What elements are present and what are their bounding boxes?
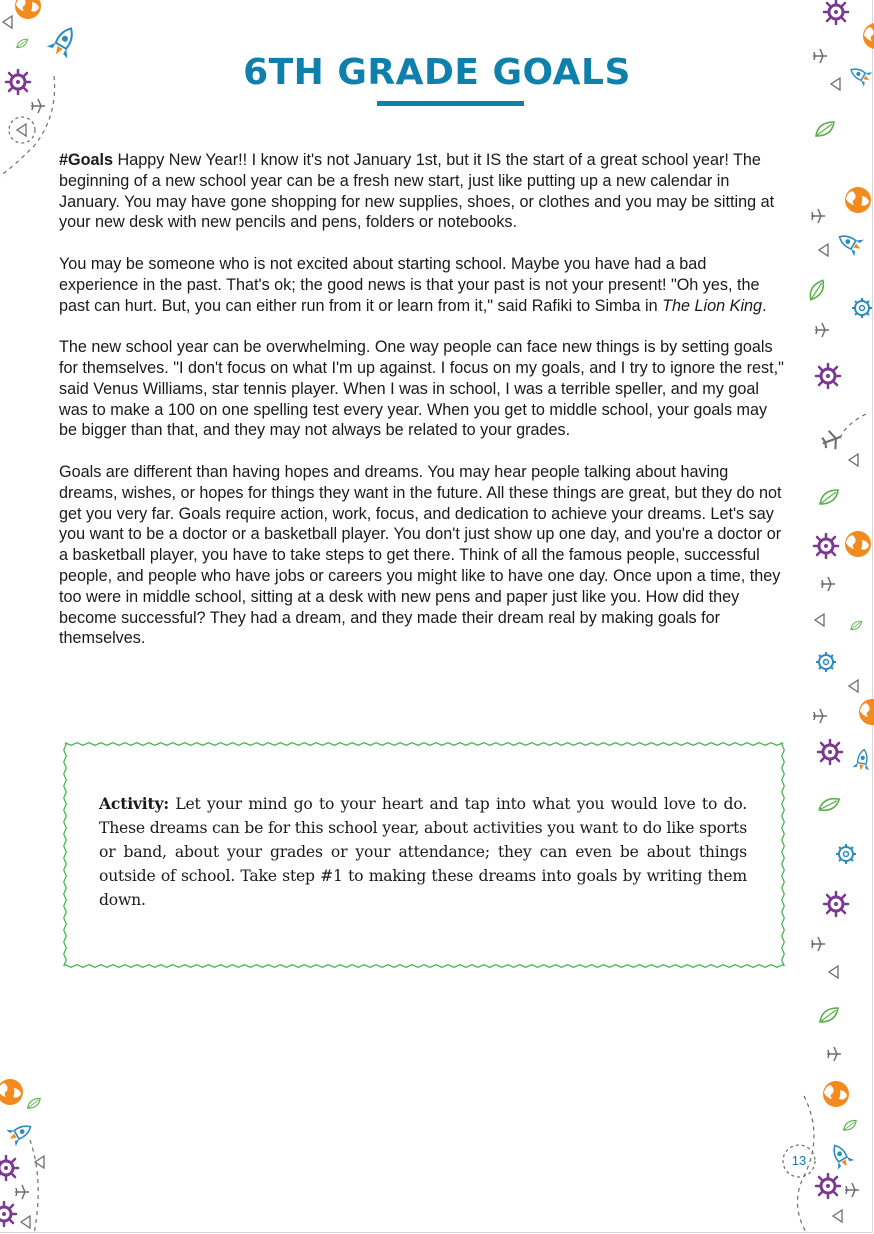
- activity-label: Activity:: [99, 794, 169, 813]
- page-title: 6TH GRADE GOALS: [243, 52, 631, 93]
- paragraph-3: The new school year can be overwhelming. One way people can face new things is by setting goals for themselves. "I don't focus on what I'm up against. I focus on my goals, and I try to ignore the rest," said Venus Williams, star tennis player. When I was in school, I was a terrible speller, and my goal was to make a 100 on one spelling test every year. When you get to middle school, your goals may be bigger than that, and they may not always be related to your grades.: [59, 338, 784, 440]
- title-underline: [377, 101, 524, 106]
- movie-title: The Lion King: [662, 296, 763, 315]
- paragraph-4: Goals are different than having hopes and dreams. You may hear people talking about having dreams, wishes, or hopes for things they want in the future. All these things are great, but they do not get you very far. Goals require action, work, focus, and dedication to achieve your dreams. Let's say you want to be a doctor or a basketball player. You don't just show up one day, and you're a doctor or a basketball player, you have to take steps to get there. Think of all the famous people, successful people, and people who have jobs or careers you might like to have one day. Once upon a time, they too were in middle school, sitting at a desk with new pens and paper just like you. How did they become successful? They had a dream, and they made their dream real by making goals for themselves.: [59, 462, 782, 648]
- paragraph-2: You may be someone who is not excited about starting school. Maybe you have had a bad experience in the past. That's ok; the good news is that your past is not your present! "Oh yes, the past can hurt. But, you can either run from it or learn from it," said Rafiki to Simba in The Lion King.: [59, 254, 767, 315]
- goals-hashtag: #Goals: [59, 151, 113, 169]
- page-number: 13: [791, 1153, 807, 1168]
- article-body: [59, 150, 789, 670]
- paragraph-1: #Goals Happy New Year!! I know it's not January 1st, but it IS the start of a great school year! The beginning of a new school year can be a fresh new start, just like putting up a new calendar in January. You may have gone shopping for new supplies, shoes, or clothes and you may be sitting at your new desk with new pencils and pens, folders or notebooks.: [59, 151, 775, 232]
- activity-text: Activity: Let your mind go to your heart and tap into what you would love to do. These dreams can be for this school year, about activities you want to do like sports or band, about your grades or your attendance; they can even be about things outside of school. Take step #1 to making these dreams into goals by writing them down.: [99, 794, 747, 909]
